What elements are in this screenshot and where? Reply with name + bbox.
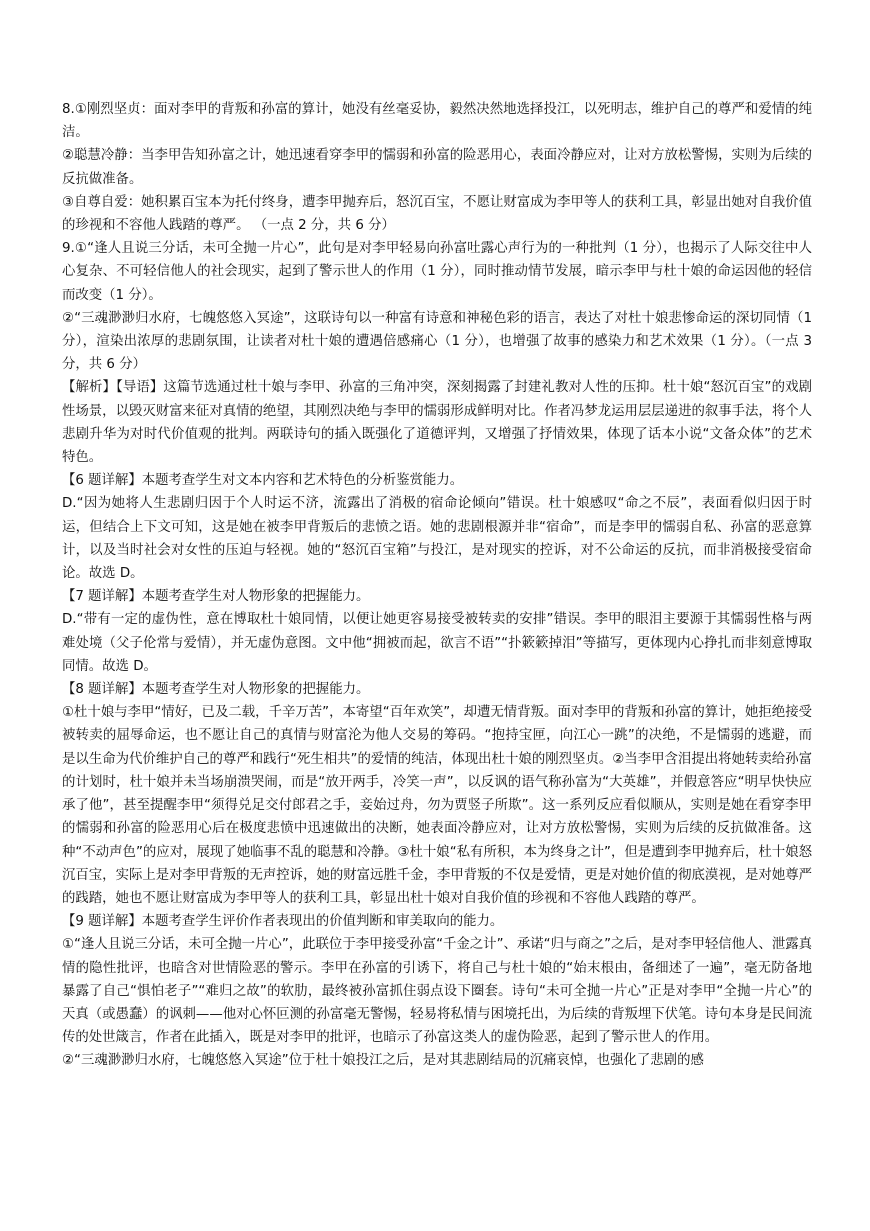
q9-explanation-2: ②“三魂渺渺归水府，七魄悠悠入冥途”位于杜十娘投江之后，是对其悲剧结局的沉痛哀悼，也强化了悲剧的感 [62,1053,704,1069]
analysis-intro: 【解析】【导语】这篇节选通过杜十娘与李甲、孙富的三角冲突，深刻揭露了封建礼教对人性的压抑。杜十娘“怒沉百宝”的戏剧性场景，以毁灭财富来征对真情的绝望，其刚烈决绝与李甲的懦弱形成鲜明对比。作者冯梦龙运用层层递进的叙事手法，将个人悲剧升华为对时代价值观的批判。两联诗句的插入既强化了道德评判，又增强了抒情效果，体现了话本小说“文备众体”的艺术特色。 [62,380,812,466]
q7-heading: 【7 题详解】本题考查学生对人物形象的把握能力。 [62,589,370,605]
answer-8-point-1: 8.①刚烈坚贞：面对李甲的背叛和孙富的算计，她没有丝毫妥协，毅然决然地选择投江，以死明志，维护自己的尊严和爱情的纯洁。 [62,102,812,141]
q9-heading: 【9 题详解】本题考查学生评价作者表现出的价值判断和审美取向的能力。 [62,914,504,930]
q6-heading: 【6 题详解】本题考查学生对文本内容和艺术特色的分析鉴赏能力。 [62,473,464,489]
q6-explanation: D.“因为她将人生悲剧归因于个人时运不济，流露出了消极的宿命论倾向”错误。杜十娘感叹“命之不辰”，表面看似归因于时运，但结合上下文可知，这是她在被李甲背叛后的悲愤之语。她的悲剧根源并非“宿命”，而是李甲的懦弱自私、孙富的恶意算计，以及当时社会对女性的压迫与轻视。她的“怒沉百宝箱”与投江，是对现实的控诉，对不公命运的反抗，而非消极接受宿命论。故选 D。 [62,496,812,582]
q8-explanation: ①杜十娘与李甲“情好，已及二载，千辛万苦”，本寄望“百年欢笑”，却遭无情背叛。面对李甲的背叛和孙富的算计，她拒绝接受被转卖的屈辱命运，也不愿让自己的真情与财富沦为他人交易的筹码。“抱持宝匣，向江心一跳”的决绝，不是懦弱的逃避，而是以生命为代价维护自己的尊严和践行“死生相共”的爱情的纯洁，体现出杜十娘的刚烈坚贞。②当李甲含泪提出将她转卖给孙富的计划时，杜十娘并未当场崩溃哭闹，而是“放开两手，冷笑一声”，以反讽的语气称孙富为“大英雄”，并假意答应“明早快快应承了他”，甚至提醒李甲“须得兑足交付郎君之手，妾始过舟，勿为贾竖子所欺”。这一系列反应看似顺从，实则是她在看穿李甲的懦弱和孙富的险恶用心后在极度悲愤中迅速做出的决断，她表面冷静应对，让对方放松警惕，实则为后续的反抗做准备。这种“不动声色”的应对，展现了她临事不乱的聪慧和冷静。③杜十娘“私有所积，本为终身之计”，但是遭到李甲抛弃后，杜十娘怒沉百宝，实际上是对李甲背叛的无声控诉，她的财富远胜千金，李甲背叛的不仅是爱情，更是对她价值的彻底漠视，是对她尊严的践踏，她也不愿让财富成为李甲等人的获利工具，彰显出杜十娘对自我价值的珍视和不容他人践踏的尊严。 [62,705,812,906]
answer-9-point-2: ②“三魂渺渺归水府，七魄悠悠入冥途”，这联诗句以一种富有诗意和神秘色彩的语言，表达了对杜十娘悲惨命运的深切同情（1 分），渲染出浓厚的悲剧氛围，让读者对杜十娘的遭遇倍感痛心（1 分），也增强了故事的感染力和艺术效果（1 分）。（一点 3 分，共 6 分） [62,310,812,373]
q8-heading: 【8 题详解】本题考查学生对人物形象的把握能力。 [62,682,370,698]
answer-8-point-3: ③自尊自爱：她积累百宝本为托付终身，遭李甲抛弃后，怒沉百宝，不愿让财富成为李甲等人的获利工具，彰显出她对自我价值的珍视和不容他人践踏的尊严。 （一点 2 分，共 6 分） [62,194,812,234]
answer-document [62,98,812,1073]
q7-explanation: D.“带有一定的虚伪性，意在博取杜十娘同情，以便让她更容易接受被转卖的安排”错误。李甲的眼泪主要源于其懦弱性格与两难处境（父子伦常与爱情），并无虚伪意图。文中他“拥被而起，欲言不语”“扑簌簌掉泪”等描写，更体现内心挣扎而非刻意博取同情。故选 D。 [62,612,812,674]
q9-explanation-1: ①“逢人且说三分话，未可全抛一片心”，此联位于李甲接受孙富“千金之计”、承诺“归与商之”之后，是对李甲轻信他人、泄露真情的隐性批评，也暗含对世情险恶的警示。李甲在孙富的引诱下，将自己与杜十娘的“始末根由，备细述了一遍”，毫无防备地暴露了自己“惧怕老子”“难归之故”的软肋，最终被孙富抓住弱点设下圈套。诗句“未可全抛一片心”正是对李甲“全抛一片心”的天真（或愚蠢）的讽刺——他对心怀叵测的孙富毫无警惕，轻易将私情与困境托出，为后续的背叛埋下伏笔。诗句本身是民间流传的处世箴言，作者在此插入，既是对李甲的批评，也暗示了孙富这类人的虚伪险恶，起到了警示世人的作用。 [62,937,812,1046]
answer-9-point-1: 9.①“逢人且说三分话，未可全抛一片心”，此句是对李甲轻易向孙富吐露心声行为的一种批判（1 分），也揭示了人际交往中人心复杂、不可轻信他人的社会现实，起到了警示世人的作用（1 分），同时推动情节发展，暗示李甲与杜十娘的命运因他的轻信而改变（1 分）。 [62,241,812,303]
answer-8-point-2: ②聪慧冷静：当李甲告知孙富之计，她迅速看穿李甲的懦弱和孙富的险恶用心，表面冷静应对，让对方放松警惕，实则为后续的反抗做准备。 [62,148,812,187]
